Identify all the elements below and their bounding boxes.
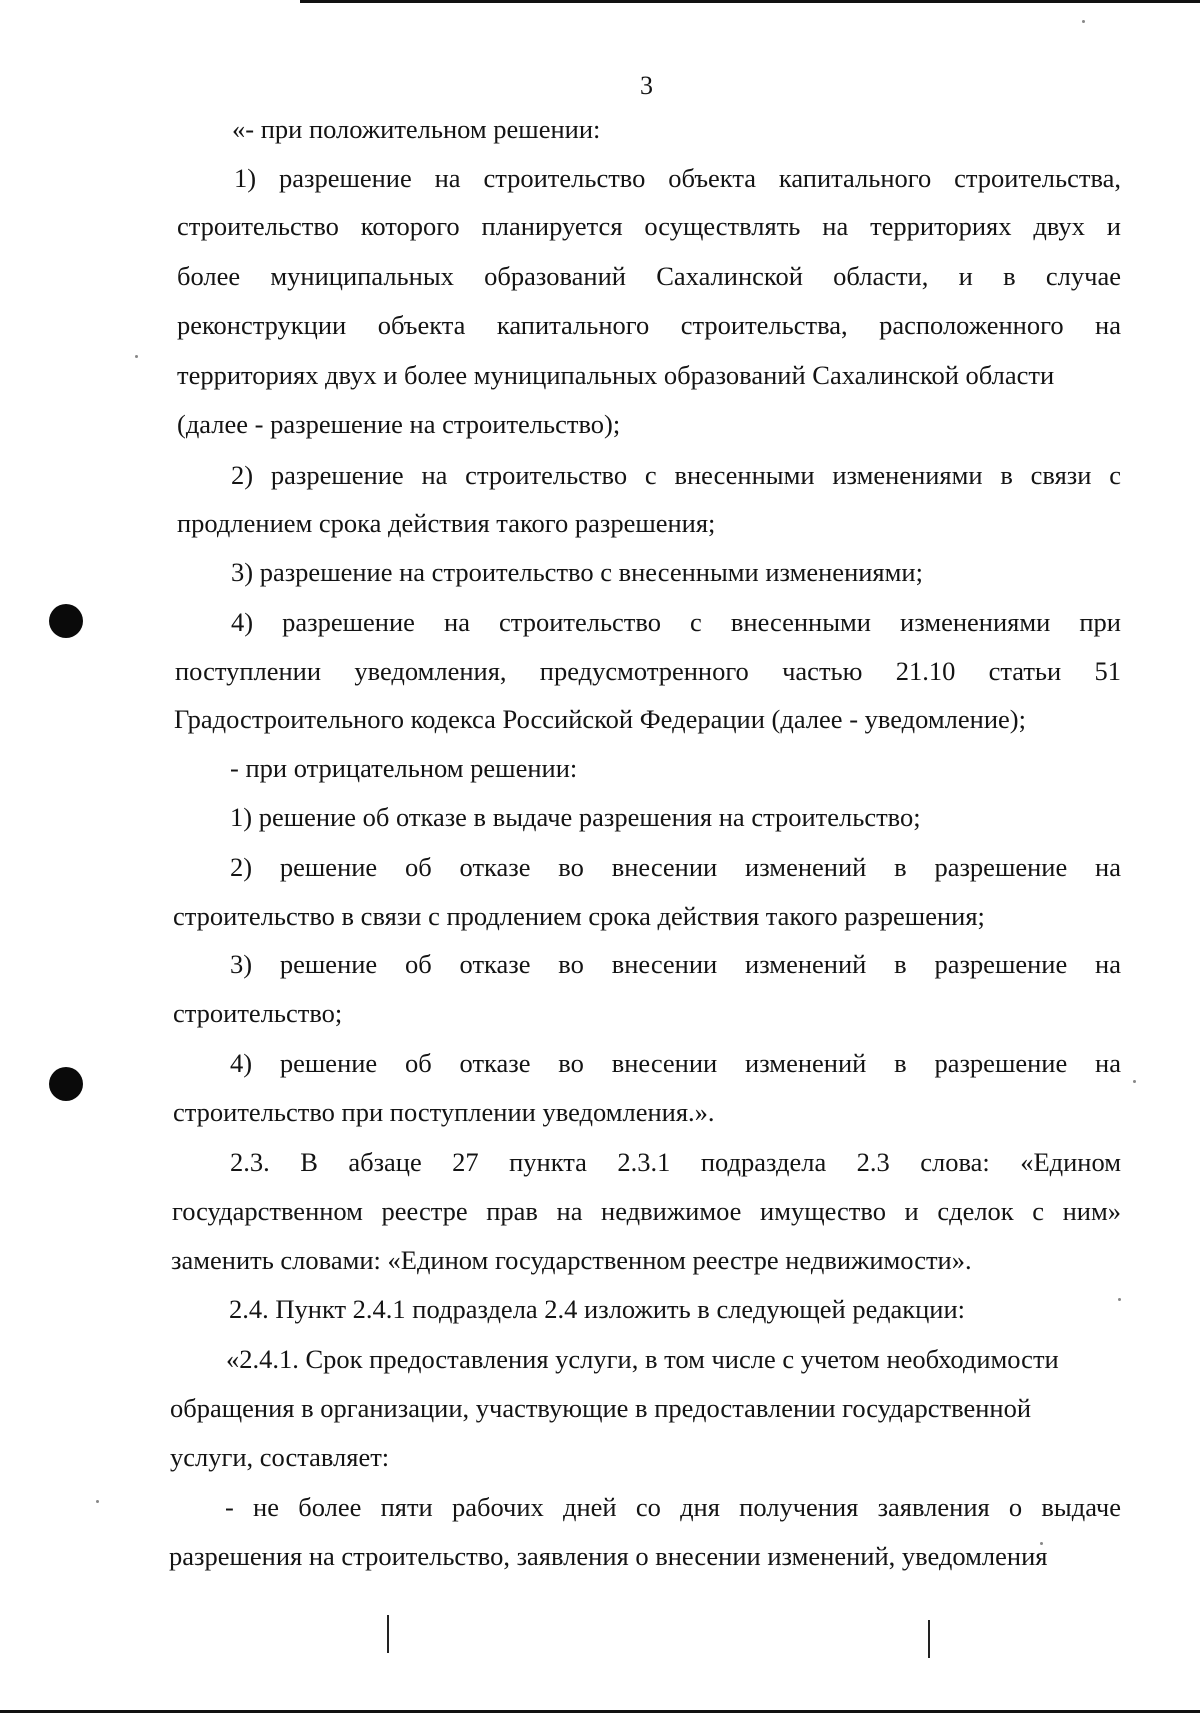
- top-scan-edge: [300, 0, 1200, 3]
- text-line: более муниципальных образований Сахалинской области, и в случае: [177, 261, 1121, 291]
- text-line: поступлении уведомления, предусмотренного частью 21.10 статьи 51: [175, 656, 1121, 686]
- text-line: реконструкции объекта капитального строительства, расположенного на: [177, 310, 1121, 340]
- text-line: 2.4. Пункт 2.4.1 подраздела 2.4 изложить в следующей редакции:: [229, 1294, 966, 1324]
- page-number: 3: [640, 71, 653, 100]
- text-line: заменить словами: «Едином государственном реестре недвижимости».: [171, 1245, 972, 1275]
- text-line: разрешения на строительство, заявления о внесении изменений, уведомления: [169, 1541, 1048, 1571]
- text-line: 3) решение об отказе во внесении изменений в разрешение на: [230, 949, 1121, 979]
- text-line: 1) разрешение на строительство объекта капитального строительства,: [234, 163, 1121, 193]
- scan-speck: [1133, 1080, 1136, 1083]
- text-line: (далее - разрешение на строительство);: [177, 409, 621, 439]
- text-line: 2) разрешение на строительство с внесенными изменениями в связи с: [231, 460, 1121, 490]
- text-line: территориях двух и более муниципальных образований Сахалинской области: [177, 360, 1055, 390]
- text-line: обращения в организации, участвующие в предоставлении государственной: [170, 1393, 1032, 1423]
- text-line: 4) решение об отказе во внесении изменений в разрешение на: [230, 1048, 1121, 1078]
- scan-speck: [96, 1500, 99, 1503]
- punch-hole-mark: [49, 604, 83, 638]
- scan-artifact-line: [928, 1620, 930, 1658]
- text-line: строительство в связи с продлением срока действия такого разрешения;: [173, 901, 985, 931]
- text-line: строительство которого планируется осуществлять на территориях двух и: [177, 211, 1121, 241]
- text-line: - не более пяти рабочих дней со дня получения заявления о выдаче: [225, 1492, 1121, 1522]
- text-line: «- при положительном решении:: [232, 114, 601, 144]
- text-line: 2) решение об отказе во внесении изменений в разрешение на: [230, 852, 1121, 882]
- bottom-scan-edge: [0, 1710, 1200, 1713]
- text-line: строительство;: [173, 998, 343, 1028]
- text-line: «2.4.1. Срок предоставления услуги, в том числе с учетом необходимости: [226, 1344, 1059, 1374]
- scan-speck: [135, 355, 138, 358]
- scan-speck: [1118, 1298, 1121, 1301]
- text-line: 3) разрешение на строительство с внесенными изменениями;: [231, 557, 923, 587]
- text-line: продлением срока действия такого разрешения;: [177, 508, 716, 538]
- punch-hole-mark: [49, 1067, 83, 1101]
- text-line: государственном реестре прав на недвижимое имущество и сделок с ним»: [172, 1196, 1121, 1226]
- scan-speck: [1082, 20, 1085, 23]
- text-line: строительство при поступлении уведомления.».: [173, 1097, 715, 1127]
- text-line: 1) решение об отказе в выдаче разрешения на строительство;: [230, 802, 921, 832]
- text-line: 2.3. В абзаце 27 пункта 2.3.1 подраздела 2.3 слова: «Едином: [230, 1147, 1121, 1177]
- text-line: 4) разрешение на строительство с внесенными изменениями при: [231, 607, 1121, 637]
- text-line: услуги, составляет:: [170, 1442, 390, 1472]
- scan-artifact-line: [387, 1615, 389, 1653]
- text-line: - при отрицательном решении:: [230, 753, 578, 783]
- text-line: Градостроительного кодекса Российской Федерации (далее - уведомление);: [174, 704, 1026, 734]
